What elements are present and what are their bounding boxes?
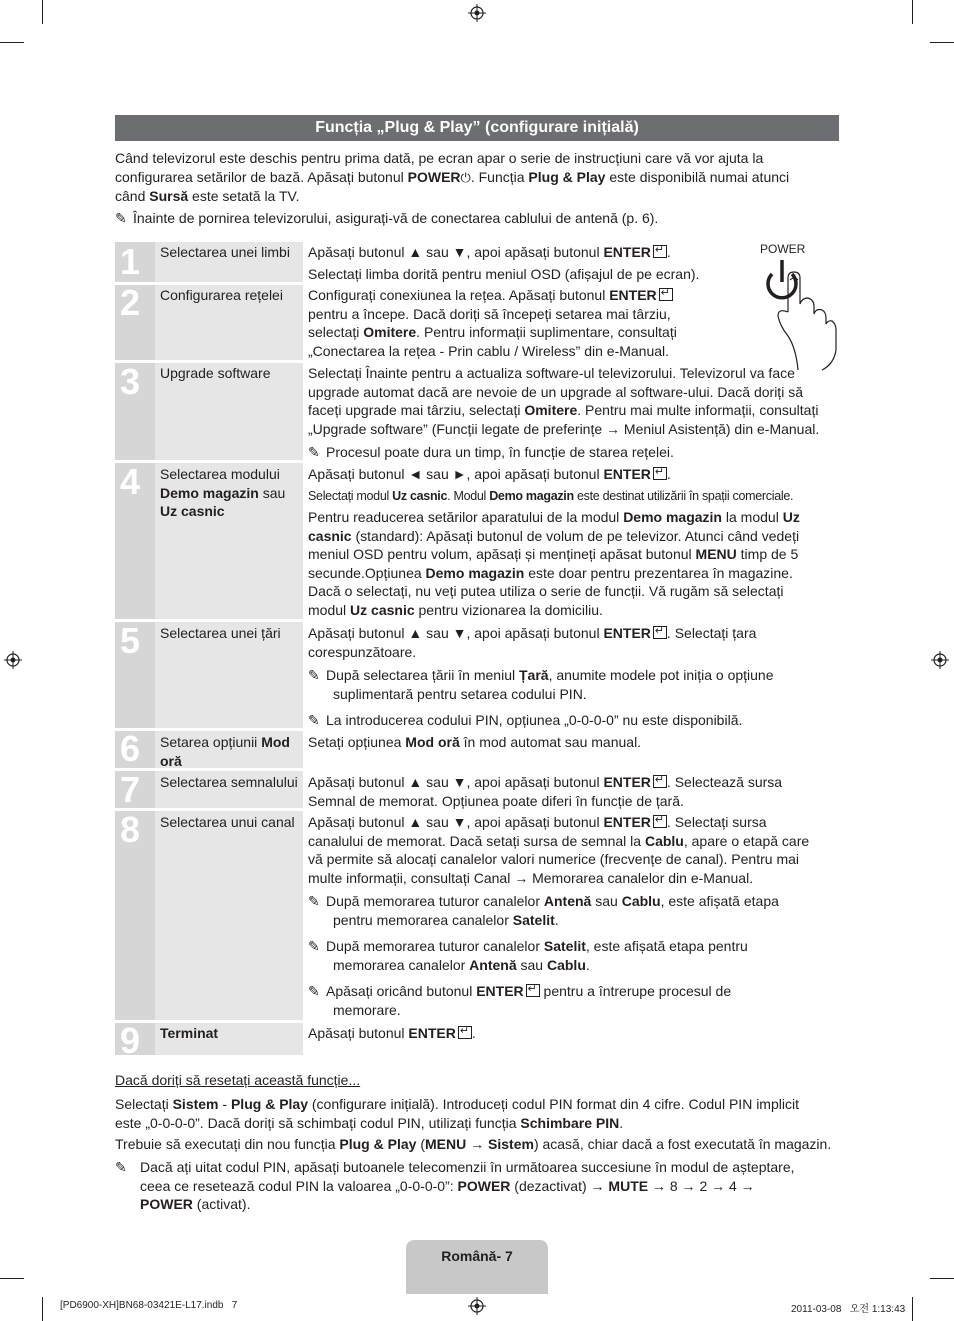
step-label: Upgrade software xyxy=(160,365,271,381)
step-description: Apăsați butonul ENTER↵ . xyxy=(308,1024,476,1043)
intro-line: configurarea setărilor de bază. Apăsați butonul POWER⏻. Funcția Plug & Play este disponibilă numai atunci xyxy=(115,168,790,185)
step-description: Apăsați butonul ▲ sau ▼, apoi apăsați butonul ENTER↵ . Selectați sursa canalului de memorat. Dacă setați sursa de semnal la Cablu, apare o etapă care vă permite să alocați canalelor valori numerice (frecvențe de canal). Pentru mai multe informații, consultați Canal → Memorarea canalelor din e-Manual. ✎ După memorarea tuturor canalelor Antenă sau Cablu, este afișată etapa pentru memorarea canalelor Satelit. ✎ După memorarea tuturor canalelor Satelit, este afișată etapa pentru memorarea canalelor Antenă sau Cablu. ✎ Apăsați oricând butonul ENTER↵ pentru a întrerupe procesul de memorare. xyxy=(308,813,809,1019)
step-label: Selectarea unui canal xyxy=(160,814,295,830)
crop-mark xyxy=(42,1297,43,1321)
intro-paragraph xyxy=(115,149,835,206)
intro-line: Când televizorul este deschis pentru prima dată, pe ecran apar o serie de instrucțiuni care vă vor ajuta la xyxy=(115,150,764,166)
crop-mark xyxy=(930,42,954,43)
step-label: Configurarea rețelei xyxy=(160,287,283,303)
pencil-note-icon: ✎ xyxy=(115,210,127,226)
enter-icon xyxy=(653,245,667,258)
step-description: Apăsați butonul ◄ sau ►, apoi apăsați butonul ENTER↵ . Selectați modul Uz casnic. Modul Demo magazin este destinat utilizării în spații comerciale. Pentru readucerea setărilor aparatului de la modul Demo magazin la modul Uz casnic (standard): Apăsați butonul de volum de pe televizor. Atunci când vedeți meniul OSD pentru volum, apăsați și mențineți apăsat butonul MENU timp de 5 secunde.Opțiunea Demo magazin este doar pentru prezentarea în magazine. Dacă o selectați, nu veți putea utiliza o serie de funcții. Vă rugăm să selectați modul Uz casnic pentru vizionarea la domiciliu. xyxy=(308,465,800,619)
enter-icon xyxy=(653,815,667,828)
file-info: [PD6900-XH]BN68-03421E-L17.indb 7 xyxy=(60,1300,238,1311)
step-number: 7 xyxy=(120,769,141,810)
pencil-note-icon: ✎ xyxy=(308,667,320,683)
step-description: Apăsați butonul ▲ sau ▼, apoi apăsați butonul ENTER↵ . Selectați limba dorită pentru meniul OSD (afișajul de pe ecran). xyxy=(308,243,699,283)
step-label: Terminat xyxy=(160,1025,219,1041)
crop-mark xyxy=(42,0,43,24)
registration-mark-icon xyxy=(931,651,949,669)
registration-mark-icon xyxy=(4,651,22,669)
intro-line: când Sursă este setată la TV. xyxy=(115,188,300,204)
registration-mark-icon xyxy=(468,4,486,22)
intro-note: ✎ Înainte de pornirea televizorului, asigurați-vă de conectarea cablului de antenă (p. 6). xyxy=(115,210,659,226)
step-number: 3 xyxy=(120,361,141,402)
page-number: Română- 7 xyxy=(441,1248,513,1264)
step-number: 2 xyxy=(120,282,141,323)
step-description: Setați opțiunea Mod oră în mod automat sau manual. xyxy=(308,734,642,750)
pencil-note-icon: ✎ xyxy=(308,444,320,460)
step-label: Selectarea unei țări xyxy=(160,625,281,641)
step-description: Selectați Înainte pentru a actualiza software-ul televizorului. Televizorul va face upgrade automat dacă are nevoie de un upgrade al software-ului. Dacă doriți să faceți upgrade mai târziu, selectați Omitere. Pentru mai multe informații, consultați „Upgrade software” (Funcții legate de preferințe → Meniul Asistență) din e-Manual. ✎ Procesul poate dura un timp, în funcție de starea rețelei. xyxy=(308,365,820,460)
step-number: 9 xyxy=(120,1020,141,1061)
crop-mark xyxy=(912,1297,913,1321)
enter-icon xyxy=(653,775,667,788)
crop-mark xyxy=(0,1278,24,1279)
power-icon: ⏻ xyxy=(460,169,471,185)
crop-mark xyxy=(912,0,913,24)
section-title: Funcția „Plug & Play” (configurare inițială) xyxy=(115,115,839,141)
pencil-note-icon: ✎ xyxy=(115,1159,127,1175)
enter-icon xyxy=(653,626,667,639)
step-description: Apăsați butonul ▲ sau ▼, apoi apăsați butonul ENTER↵ . Selectați țara corespunzătoare. ✎ După selectarea țării în meniul Țară, anumite modele pot iniția o opțiune suplimentară pentru setarea codului PIN. ✎ La introducerea codului PIN, opțiunea „0-0-0-0” nu este disponibilă. xyxy=(308,624,774,730)
reset-paragraph: Selectați Sistem - Plug & Play (configurare inițială). Introduceți codul PIN format din 4 cifre. Codul PIN implicit este „0-0-0-0”. Dacă doriți să schimbați codul PIN, utilizați funcția Schimbare PIN. Trebuie să executați din nou funcția Plug & Play (MENU → Sistem) acasă, chiar dacă a fost executată în magazin. xyxy=(115,1096,832,1152)
step-number: 8 xyxy=(120,809,141,850)
print-date: 2011-03-08 오전 1:13:43 xyxy=(791,1304,906,1315)
step-description: Apăsați butonul ▲ sau ▼, apoi apăsați butonul ENTER↵ . Selectează sursa Semnal de memorat. Opțiunea poate diferi în funcție de țară. xyxy=(308,773,782,810)
step-number: 4 xyxy=(120,461,141,502)
crop-mark xyxy=(0,42,24,43)
step-label-cell xyxy=(155,811,303,1020)
power-label: POWER xyxy=(760,242,806,256)
reset-heading: Dacă doriți să resetați această funcție... xyxy=(115,1072,361,1088)
step-label: Selectarea modului Demo magazin sau Uz casnic xyxy=(160,466,286,519)
pencil-note-icon: ✎ xyxy=(308,938,320,954)
enter-icon xyxy=(458,1026,472,1039)
finger-press-power-icon xyxy=(756,254,842,372)
crop-mark xyxy=(930,1278,954,1279)
step-label: Setarea opțiunii Mod oră xyxy=(160,734,290,769)
step-number: 6 xyxy=(120,728,141,769)
step-label: Selectarea semnalului xyxy=(160,774,298,790)
pencil-note-icon: ✎ xyxy=(308,712,320,728)
step-number: 5 xyxy=(120,620,141,661)
registration-mark-icon xyxy=(468,1297,486,1315)
pencil-note-icon: ✎ xyxy=(308,983,320,999)
reset-note: ✎ Dacă ați uitat codul PIN, apăsați butoanele telecomenzii în următoarea succesiune în modul de așteptare, ceea ce resetează codul PIN la valoarea „0-0-0-0”: POWER (dezactivat) → MUTE → 8 → 2 → 4 → POWER (activat). xyxy=(115,1159,795,1212)
step-label: Selectarea unei limbi xyxy=(160,244,290,260)
enter-icon xyxy=(659,288,673,301)
enter-icon xyxy=(526,984,540,997)
enter-icon xyxy=(653,467,667,480)
step-number: 1 xyxy=(120,241,141,282)
step-description: Configurați conexiunea la rețea. Apăsați butonul ENTER↵ pentru a începe. Dacă doriți să începeți setarea mai târziu, selectați Omitere. Pentru informații suplimentare, consultați „Conectarea la rețea - Prin cablu / Wireless” din e-Manual. xyxy=(308,286,677,360)
pencil-note-icon: ✎ xyxy=(308,893,320,909)
